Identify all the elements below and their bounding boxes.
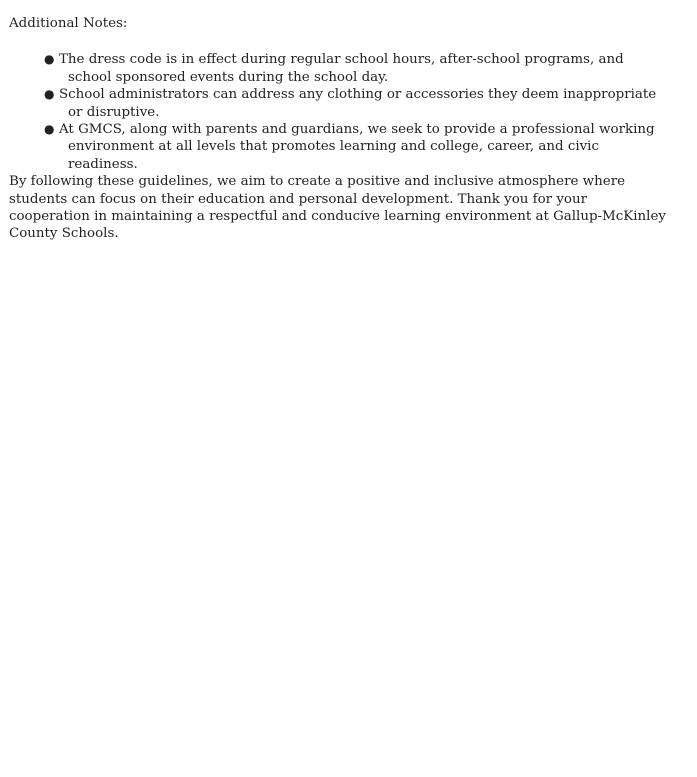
note-text: School administrators can address any clothing or accessories they deem inappropriate or disruptive. xyxy=(59,87,657,120)
closing-paragraph: By following these guidelines, we aim to create a positive and inclusive atmosphere where students can focus on their education and personal development. Thank you for your cooperation in maintaining a respectful and conducive learning environment at Gallup-McKinley County Schools. xyxy=(9,174,666,242)
bullet-icon: ● xyxy=(44,122,55,137)
note-text: At GMCS, along with parents and guardians, we seek to provide a professional working environment at all levels that promotes learning and college, career, and civic readiness. xyxy=(59,122,655,172)
note-text: The dress code is in effect during regular school hours, after-school programs, and school sponsored events during the school day. xyxy=(59,52,624,85)
bullet-icon: ● xyxy=(44,87,55,102)
list-item xyxy=(44,51,669,86)
notes-list xyxy=(9,51,669,173)
list-item xyxy=(44,121,669,173)
list-item xyxy=(44,86,669,121)
bullet-icon: ● xyxy=(44,52,55,67)
document-body xyxy=(9,15,669,243)
additional-notes-heading: Additional Notes: xyxy=(9,16,128,31)
